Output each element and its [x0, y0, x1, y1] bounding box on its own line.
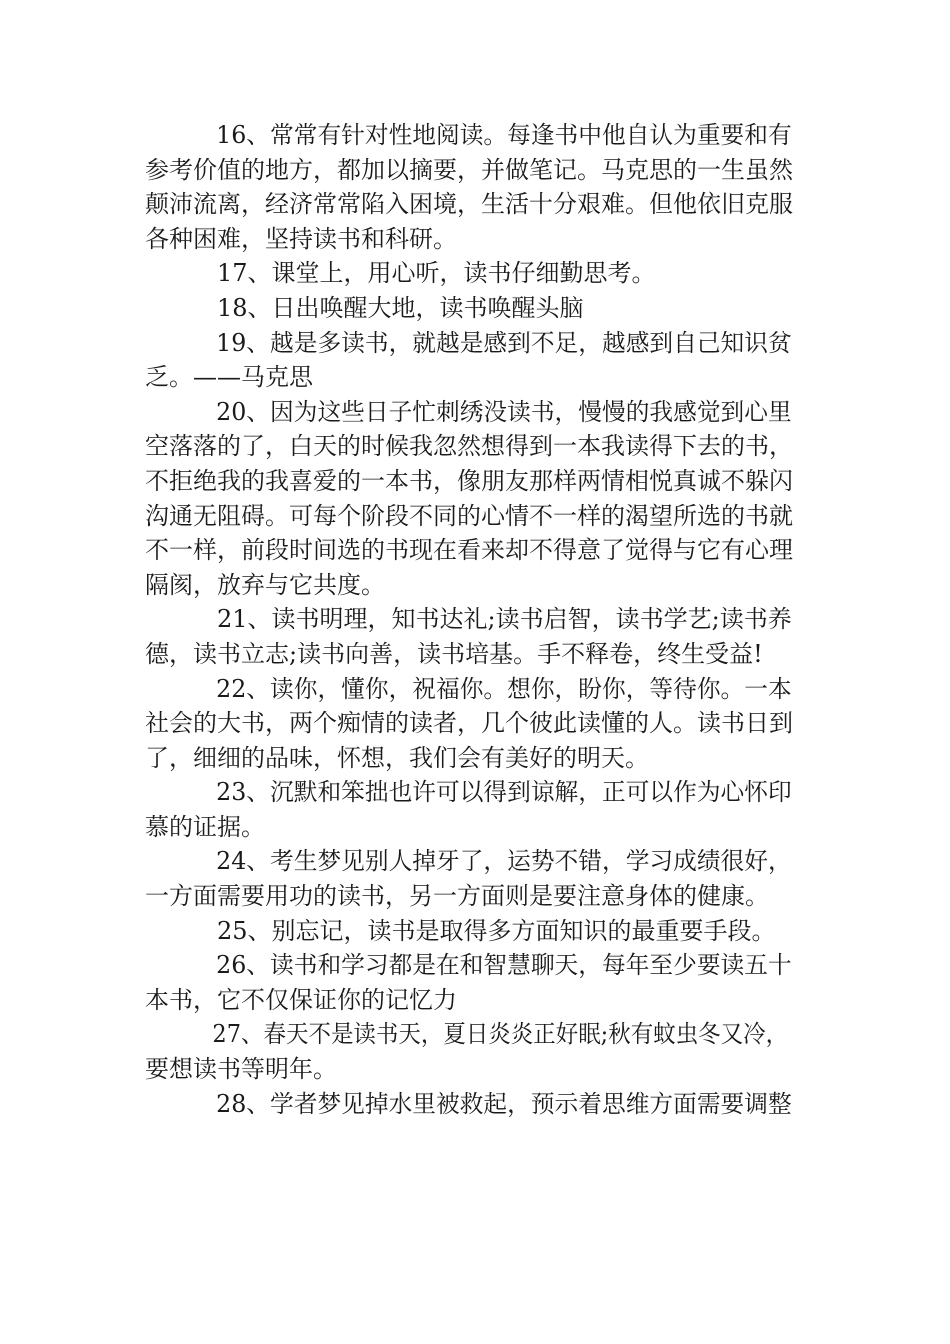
paragraph-line: 颠沛流离，经济常常陷入困境，生活十分艰难。但他依旧克服 — [145, 190, 793, 219]
paragraph-line: 19、越是多读书，就越是感到不足，越感到自己知识贫 — [216, 328, 792, 357]
paragraph-line: 16、常常有针对性地阅读。每逢书中他自认为重要和有 — [216, 121, 792, 149]
paragraph-line: 23、沉默和笨拙也许可以得到谅解，正可以作为心怀印 — [216, 778, 792, 807]
paragraph — [145, 291, 793, 326]
paragraph-line: 本书，它不仅保证你的记忆力 — [145, 985, 457, 1014]
paragraph-line: 一方面需要用功的读书，另一方面则是要注意身体的健康。 — [145, 882, 769, 911]
paragraph-line: 18、日出唤醒大地，读书唤醒头脑 — [217, 293, 584, 322]
paragraph-line: 隔阂，放弃与它共度。 — [145, 570, 385, 599]
paragraph-line: 参考价值的地方，都加以摘要，并做笔记。马克思的一生虽然 — [145, 155, 793, 184]
paragraph-line: 26、读书和学习都是在和智慧聊天，每年至少要读五十 — [216, 951, 792, 980]
paragraph-line: 沟通无阻碍。可每个阶段不同的心情不一样的渴望所选的书就 — [145, 501, 793, 530]
paragraph — [145, 775, 793, 844]
paragraph — [145, 1017, 793, 1086]
paragraph — [145, 948, 793, 1017]
paragraph-line: 了，细细的品味，怀想，我们会有美好的明天。 — [145, 743, 649, 772]
paragraph — [145, 1087, 793, 1122]
paragraph — [145, 326, 793, 395]
paragraph-line: 22、读你，懂你，祝福你。想你，盼你，等待你。一本 — [216, 674, 792, 703]
paragraph-line: 28、学者梦见掉水里被救起，预示着思维方面需要调整 — [216, 1089, 792, 1118]
paragraph-line: 各种困难，坚持读书和科研。 — [145, 224, 457, 253]
paragraph-line: 慕的证据。 — [145, 812, 265, 841]
paragraph-line: 17、课堂上，用心听，读书仔细勤思考。 — [217, 259, 656, 288]
paragraph-line: 要想读书等明年。 — [145, 1055, 337, 1084]
paragraph-line: 21、读书明理，知书达礼;读书启智，读书学艺;读书养 — [217, 605, 792, 634]
paragraph-line: 社会的大书，两个痴情的读者，几个彼此读懂的人。读书日到 — [145, 709, 793, 738]
paragraph — [145, 395, 793, 603]
paragraph-line: 不一样，前段时间选的书现在看来却不得意了觉得与它有心理 — [145, 536, 793, 565]
paragraph-line: 空落落的了，白天的时候我忽然想得到一本我读得下去的书， — [145, 432, 793, 461]
paragraph — [145, 118, 793, 256]
paragraph-line: 乏。——马克思 — [145, 363, 313, 392]
paragraph-line: 27、春天不是读书天，夏日炎炎正好眠;秋有蚊虫冬又冷， — [212, 1020, 789, 1049]
paragraph — [145, 602, 793, 671]
paragraph — [145, 844, 793, 913]
paragraph-line: 不拒绝我的我喜爱的一本书，像朋友那样两情相悦真诚不躲闪 — [145, 466, 793, 495]
paragraph-line: 20、因为这些日子忙刺绣没读书，慢慢的我感觉到心里 — [216, 397, 792, 426]
paragraph-line: 24、考生梦见别人掉牙了，运势不错，学习成绩很好， — [216, 847, 792, 876]
document-body — [145, 118, 793, 1121]
paragraph-line: 德，读书立志;读书向善，读书培基。手不释卷，终生受益! — [145, 639, 763, 668]
paragraph — [145, 914, 793, 949]
paragraph — [145, 256, 793, 291]
paragraph — [145, 672, 793, 776]
paragraph-line: 25、别忘记，读书是取得多方面知识的最重要手段。 — [217, 916, 776, 945]
